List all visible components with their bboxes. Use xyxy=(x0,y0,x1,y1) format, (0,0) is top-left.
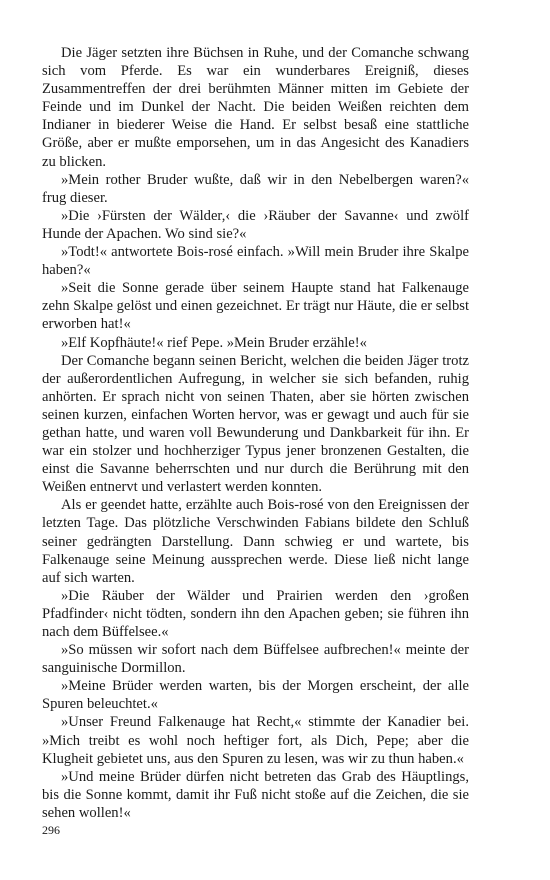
paragraph: »Die ›Fürsten der Wälder,‹ die ›Räuber der Savanne‹ und zwölf Hunde der Apachen. Wo sind sie?« xyxy=(42,207,469,242)
page-number: 296 xyxy=(42,823,60,837)
paragraph: »Todt!« antwortete Bois-rosé einfach. »Will mein Bruder ihre Skalpe haben?« xyxy=(42,244,469,279)
paragraph: Als er geendet hatte, erzählte auch Bois-rosé von den Ereignissen der letzten Tage. Das plötzliche Verschwinden Fabians bildete den Schluß seiner gedrängten Darstellung. Dann schwieg er und wartete, bis Falkenauge seine Meinung aussprechen werde. Diese ließ nicht lange auf sich warten. xyxy=(42,497,469,586)
paragraph: »Mein rother Bruder wußte, daß wir in den Nebelbergen waren?« frug dieser. xyxy=(42,171,469,206)
paragraph: Der Comanche begann seinen Bericht, welchen die beiden Jäger trotz der außerordentlichen Aufregung, in welcher sie sich befanden, ruhig anhörten. Er sprach nicht von seinen Thaten, aber sie hörten zwischen seinen kurzen, einfachen Worten hervor, was er gewagt und auch für sie gethan hatte, und waren voll Bewunderung und Dankbarkeit für ihn. Er war ein stolzer und hochherziger Typus jener bronzenen Gestalten, die einst die Savanne beherrschten und nur durch die Berührung mit den Weißen entnervt und verlastert werden konnten. xyxy=(42,352,469,496)
paragraph: »Die Räuber der Wälder und Prairien werden den ›großen Pfadfinder‹ nicht tödten, sondern ihn den Apachen geben; sie führen ihn nach dem Büffelsee.« xyxy=(42,587,469,640)
paragraph: Die Jäger setzten ihre Büchsen in Ruhe, und der Comanche schwang sich vom Pferde. Es war ein wunderbares Ereigniß, dieses Zusammentreffen der drei berühmten Männer mitten im Gebiete der Feinde und im Dunkel der Nacht. Die beiden Weißen reichten dem Indianer in biederer Weise die Hand. Er selbst besaß eine stattliche Größe, aber er mußte emporsehen, um in das Angesicht des Kanadiers zu blicken. xyxy=(42,45,469,170)
paragraph: »Meine Brüder werden warten, bis der Morgen erscheint, der alle Spuren beleuchtet.« xyxy=(42,678,469,713)
paragraph: »Elf Kopfhäute!« rief Pepe. »Mein Bruder erzähle!« xyxy=(61,334,367,351)
paragraph: »Unser Freund Falkenauge hat Recht,« stimmte der Kanadier bei. »Mich treibt es wohl noch heftiger fort, als Dich, Pepe; aber die Klugheit gebietet uns, aus den Spuren zu lesen, was wir zu thun haben.« xyxy=(42,714,469,767)
paragraph: »So müssen wir sofort nach dem Büffelsee aufbrechen!« meinte der sanguinische Dormillon. xyxy=(42,642,469,677)
paragraph: »Seit die Sonne gerade über seinem Haupte stand hat Falkenauge zehn Skalpe gelöst und einen gezeichnet. Er trägt nur Häute, die er selbst erworben hat!« xyxy=(42,280,469,333)
body-text xyxy=(42,44,469,822)
paragraph: »Und meine Brüder dürfen nicht betreten das Grab des Häuptlings, bis die Sonne kommt, damit ihr Fuß nicht stoße auf die Zeichen, die sie sehen wollen!« xyxy=(42,768,469,821)
